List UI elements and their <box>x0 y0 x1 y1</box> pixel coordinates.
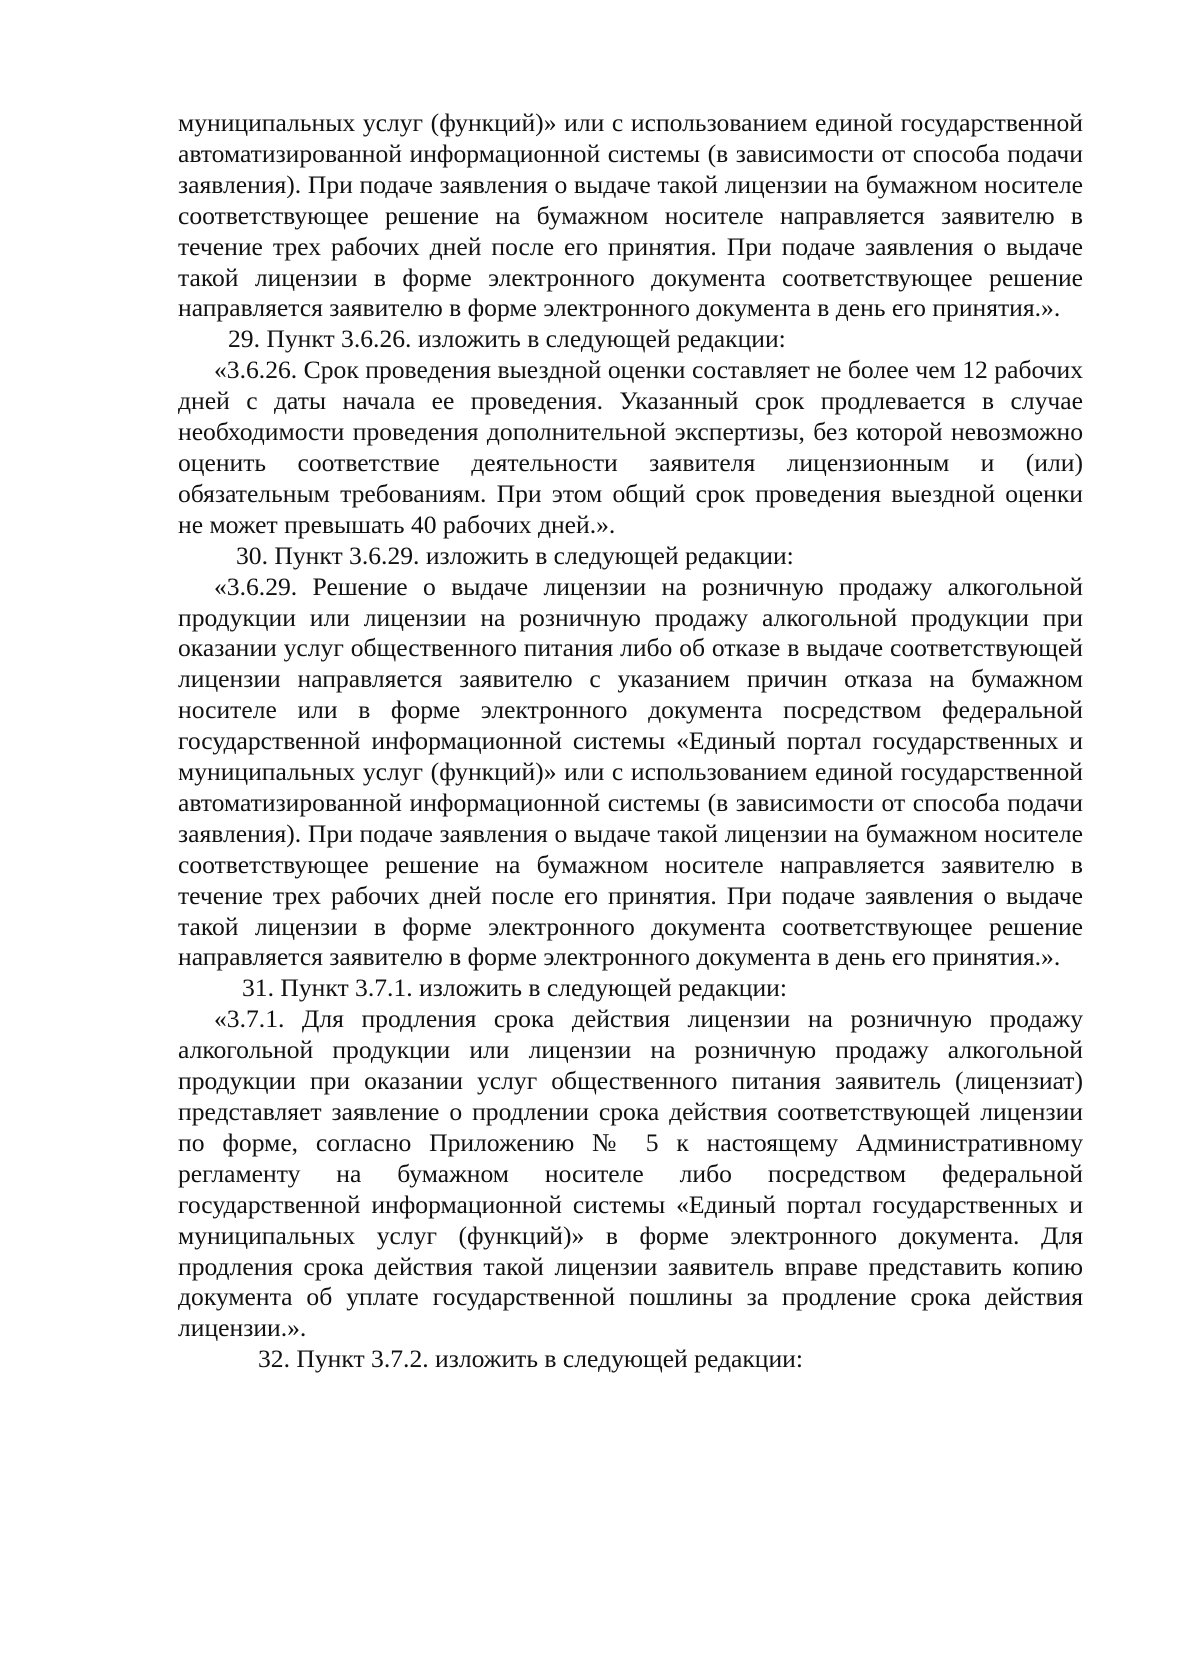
paragraph-quote-3-6-26: «3.6.26. Срок проведения выездной оценки составляет не более чем 12 рабочих дней с даты начала ее проведения. Указанный срок продлевается в случае необходимости проведения дополнительной экспертизы, без которой невозможно оценить соответствие деятельности заявителя лицензионным и (или) обязательным требованиям. При этом общий срок проведения выездной оценки не может превышать 40 рабочих дней.». <box>178 355 1083 539</box>
paragraph-quote-3-7-1: «3.7.1. Для продления срока действия лицензии на розничную продажу алкогольной продукции или лицензии на розничную продажу алкогольной продукции при оказании услуг общественного питания заявитель (лицензиат) представляет заявление о продлении срока действия соответствующей лицензии по форме, согласно Приложению № 5 к настоящему Административному регламенту на бумажном носителе либо посредством федеральной государственной информационной системы «Единый портал государственных и муниципальных услуг (функций)» в форме электронного документа. Для продления срока действия такой лицензии заявитель вправе представить копию документа об уплате государственной пошлины за продление срока действия лицензии.». <box>178 1004 1083 1343</box>
paragraph-item-31: 31. Пункт 3.7.1. изложить в следующей редакции: <box>242 973 787 1003</box>
paragraph-continuation: муниципальных услуг (функций)» или с использованием единой государственной автоматизированной информационной системы (в зависимости от способа подачи заявления). При подаче заявления о выдаче такой лицензии на бумажном носителе соответствующее решение на бумажном носителе направляется заявителю в течение трех рабочих дней после его принятия. При подаче заявления о выдаче такой лицензии в форме электронного документа соответствующее решение направляется заявителю в форме электронного документа в день его принятия.». <box>178 108 1083 323</box>
paragraph-item-30: 30. Пункт 3.6.29. изложить в следующей редакции: <box>236 540 794 570</box>
paragraph-item-29: 29. Пункт 3.6.26. изложить в следующей редакции: <box>228 324 786 354</box>
document-body <box>178 108 1083 1375</box>
paragraph-item-32: 32. Пункт 3.7.2. изложить в следующей редакции: <box>258 1344 803 1374</box>
paragraph-quote-3-6-29: «3.6.29. Решение о выдаче лицензии на розничную продажу алкогольной продукции или лицензии на розничную продажу алкогольной продукции при оказании услуг общественного питания либо об отказе в выдаче соответствующей лицензии направляется заявителю с указанием причин отказа на бумажном носителе или в форме электронного документа посредством федеральной государственной информационной системы «Единый портал государственных и муниципальных услуг (функций)» или с использованием единой государственной автоматизированной информационной системы (в зависимости от способа подачи заявления). При подаче заявления о выдаче такой лицензии на бумажном носителе соответствующее решение на бумажном носителе направляется заявителю в течение трех рабочих дней после его принятия. При подаче заявления о выдаче такой лицензии в форме электронного документа соответствующее решение направляется заявителю в форме электронного документа в день его принятия.». <box>178 571 1083 972</box>
